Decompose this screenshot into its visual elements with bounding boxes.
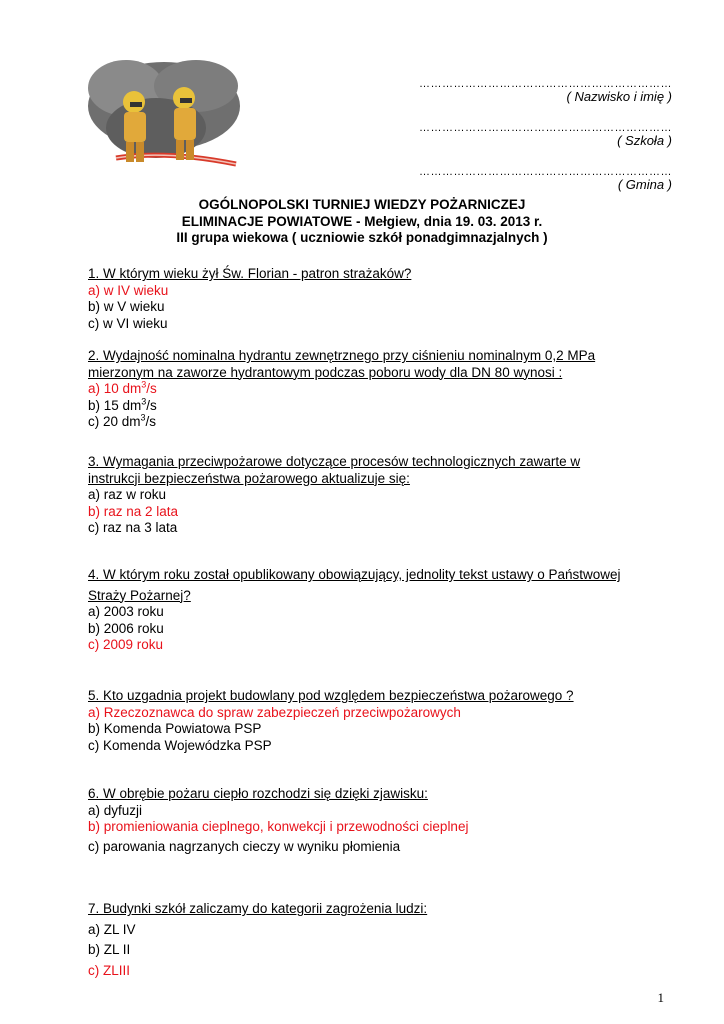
question-text-line-1: 4. W którym roku został opublikowany obowiązujący, jednolity tekst ustawy o Państwowej xyxy=(88,567,621,582)
question-3 xyxy=(88,454,688,537)
question-text-line-1: 2. Wydajność nominalna hydrantu zewnętrznego przy ciśnieniu nominalnym 0,2 MPa xyxy=(88,348,596,363)
option-a: a) ZL IV xyxy=(88,921,136,937)
question-text-line-1: 3. Wymagania przeciwpożarowe dotyczące procesów technologicznych zawarte w xyxy=(88,454,581,469)
option-c: c) 20 $dm^3/s$ xyxy=(88,412,157,429)
option-b: b) ZL II xyxy=(88,942,131,957)
question-text: 1. W którym wieku żył Św. Florian - patron strażaków? xyxy=(88,266,412,281)
question-text: 6. W obrębie pożaru ciepło rozchodzi się dzięki zjawisku: xyxy=(88,786,428,801)
question-text: 7. Budynki szkół zaliczamy do kategorii zagrożenia ludzi: xyxy=(88,901,428,916)
question-4 xyxy=(88,567,688,654)
option-a: a) Rzeczoznawca do spraw zabezpieczeń przeciwpożarowych xyxy=(88,704,461,720)
question-5 xyxy=(88,688,688,754)
gmina-dots: ………………………………………………………… xyxy=(419,166,672,178)
option-b: b) 15 $dm^3/s$ xyxy=(88,396,157,413)
question-2 xyxy=(88,348,688,431)
option-c: c) ZLIII xyxy=(88,962,131,978)
document-title xyxy=(0,197,724,247)
option-c: c) Komenda Wojewódzka PSP xyxy=(88,737,272,753)
page-number: 1 xyxy=(657,990,664,1005)
question-text-line-2: Straży Pożarnej? xyxy=(88,587,191,603)
question-1 xyxy=(88,266,688,332)
option-a: a) 2003 roku xyxy=(88,604,164,619)
option-c: c) parowania nagrzanych cieczy w wyniku płomienia xyxy=(88,838,401,854)
name-field xyxy=(372,78,672,104)
option-c: c) w VI wieku xyxy=(88,315,168,331)
gmina-label: ( Gmina ) xyxy=(617,177,672,192)
option-b: b) raz na 2 lata xyxy=(88,503,179,519)
gmina-field xyxy=(372,166,672,192)
title-line-2: ELIMINACJE POWIATOWE - Mełgiew, dnia 19. 03. 2013 r. xyxy=(181,213,543,229)
option-a: a) w IV wieku xyxy=(88,282,169,298)
name-label: ( Nazwisko i imię ) xyxy=(566,89,672,104)
school-field xyxy=(372,122,672,148)
option-b: b) promieniowania cieplnego, konwekcji i przewodności cieplnej xyxy=(88,819,469,834)
option-b: b) 2006 roku xyxy=(88,620,164,636)
option-c: c) 2009 roku xyxy=(88,637,164,652)
question-6 xyxy=(88,786,688,855)
school-dots: ………………………………………………………… xyxy=(419,122,672,134)
option-c: c) raz na 3 lata xyxy=(88,520,178,535)
firefighters-logo-icon xyxy=(86,58,242,176)
option-b: b) w V wieku xyxy=(88,299,165,314)
title-line-3: III grupa wiekowa ( uczniowie szkół ponadgimnazjalnych ) xyxy=(176,230,548,245)
name-dots: ………………………………………………………… xyxy=(419,78,672,90)
option-a: a) raz w roku xyxy=(88,487,167,502)
school-label: ( Szkoła ) xyxy=(617,133,672,148)
option-b: b) Komenda Powiatowa PSP xyxy=(88,721,262,736)
option-a: a) 10 $dm^3/s$ xyxy=(88,379,157,396)
question-text: 5. Kto uzgadnia projekt budowlany pod względem bezpieczeństwa pożarowego ? xyxy=(88,688,574,703)
option-a: a) dyfuzji xyxy=(88,802,143,818)
question-7 xyxy=(88,899,688,981)
question-text-line-2: mierzonym na zaworze hydrantowym podczas poboru wody dla DN 80 wynosi : xyxy=(88,364,563,380)
question-text-line-2: instrukcji bezpieczeństwa pożarowego aktualizuje się: xyxy=(88,470,410,486)
title-line-1: OGÓLNOPOLSKI TURNIEJ WIEDZY POŻARNICZEJ xyxy=(198,197,526,212)
